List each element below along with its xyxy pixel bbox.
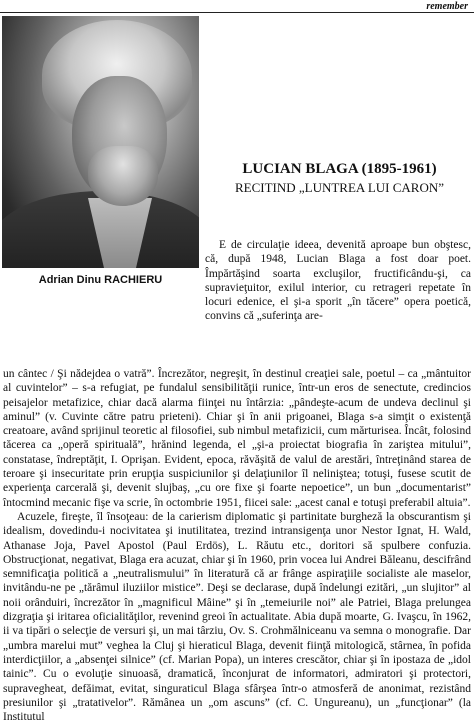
header-rule bbox=[0, 12, 474, 13]
author-name: Adrian Dinu RACHIERU bbox=[38, 274, 163, 286]
body-paragraph: un cântec / Şi nădejdea o vatră”. Încrezător, negreşit, în destinul creaţiei sale, poetul – ca „mântuitor al cuvintelor” – s-a refugiat, pe fundalul sensibilităţii runice, într-un eros de senectute, credincios peisajelor metafizice, chiar dacă alarma fiinţei nu întârzia: „pândeşte-acum de undeva declinul şi aminul” (v. Cuvinte către patru prieteni). Chiar şi în anii prigoanei, Blaga s-a simţit o existenţă creatoare, având sprijinul teoretic al filosofiei, sub nimbul metafizicii, cum mărturisea. Încât, folosind tăcerea ca „operă spirituală”, hrănind legenda, el „şi-a proiectat biografia în zariştea mitului”, constatase, îndreptăţit, I. Oprişan. Evident, epoca, răvăşită de valul de arestări, întreţinând starea de teroare şi insecuritate prin erupţia suspiciunilor şi delaţiunilor îl nelinişteа; totuşi, fusese scutit de experienţa carcerală şi, devenit slujbaş, „cu ore fixe şi foarte nepoetice”, un bun „documentarist” întocmind mecanic fişe va scrie, în octombrie 1951, fiicei sale: „acest canal e totuşi preferabil altuia”. bbox=[3, 368, 471, 509]
article-body bbox=[3, 367, 471, 724]
article-subtitle: RECITIND „LUNTREA LUI CARON” bbox=[234, 180, 445, 195]
author-portrait bbox=[2, 16, 199, 268]
article-title: LUCIAN BLAGA (1895-1961) bbox=[242, 161, 437, 177]
section-label: remember bbox=[426, 1, 468, 12]
body-paragraph: Acuzele, fireşte, îl însoţeau: de la carierism diplomatic şi partinitate burgheză la obscurantism şi idealism, dovedindu-i nocivitatea şi inutilitatea, trezind intransigenţa unor Nestor Ignat, H. Wald, Athanase Joja, Pavel Apostol (Paul Erdös), L. Răutu etc., doritori să spulbere confuzia. Obstrucţionat, negativat, Blaga era acuzat, chiar şi în 1960, prin vocea lui Andrei Băleanu, descifrând semnificaţia politică a „neutralismului” în literatură că ar frânge aspiraţiile socialiste ale maselor, invitându-ne pe „tărâmul iluziilor mistice”. Deşi se declarase, după îndelungi ezitări, „un slujitor” al noii orânduiri, încrezător în „magnificul Mâine” şi în „temeiurile noi” ale Patriei, Blaga prelungea dizgraţia şi iritarea oficialităţilor, revenind greoi în actualitate. Abia după moarte, G. Ivaşcu, în 1962, ii va tipări o selecţie de versuri şi, un mai târziu, Ov. S. Crohmălniceanu va semna o monografie. Dar „umbra marelui mut” veghea la Cluj şi hieraticul Blaga, devenit fiinţă mitologică, stârnea, în pofida interdicţiilor, a „absenţei silnice” (cf. Marian Popa), un interes crescător, chiar şi în ipostaza de „idol tainic”. Cu o evoluţie sinuoasă, dramatică, înconjurat de informatori, admiratori şi protectori, supravegheat, defăimat, evitat, singuraticul Blaga sfârşea într-o atmosferă de anonimat, rezistând presiunilor şi „tratativelor”. Rămânea un „om ascuns” (cf. C. Ungureanu), un „funcţionar” (la Institutul bbox=[3, 510, 471, 724]
lead-paragraph: E de circulaţie ideea, devenită aproape bun obştesc, că, după 1948, Lucian Blaga a fost doar poet. Împărtăşind soarta excluşilor, fructificându-şi, ca supravieţuitor, exilul interior, cu retrageri repetate în locuri edenice, el şi-a sporit „în tăcere” opera poetică, convins că „suferinţa are- bbox=[205, 239, 471, 323]
